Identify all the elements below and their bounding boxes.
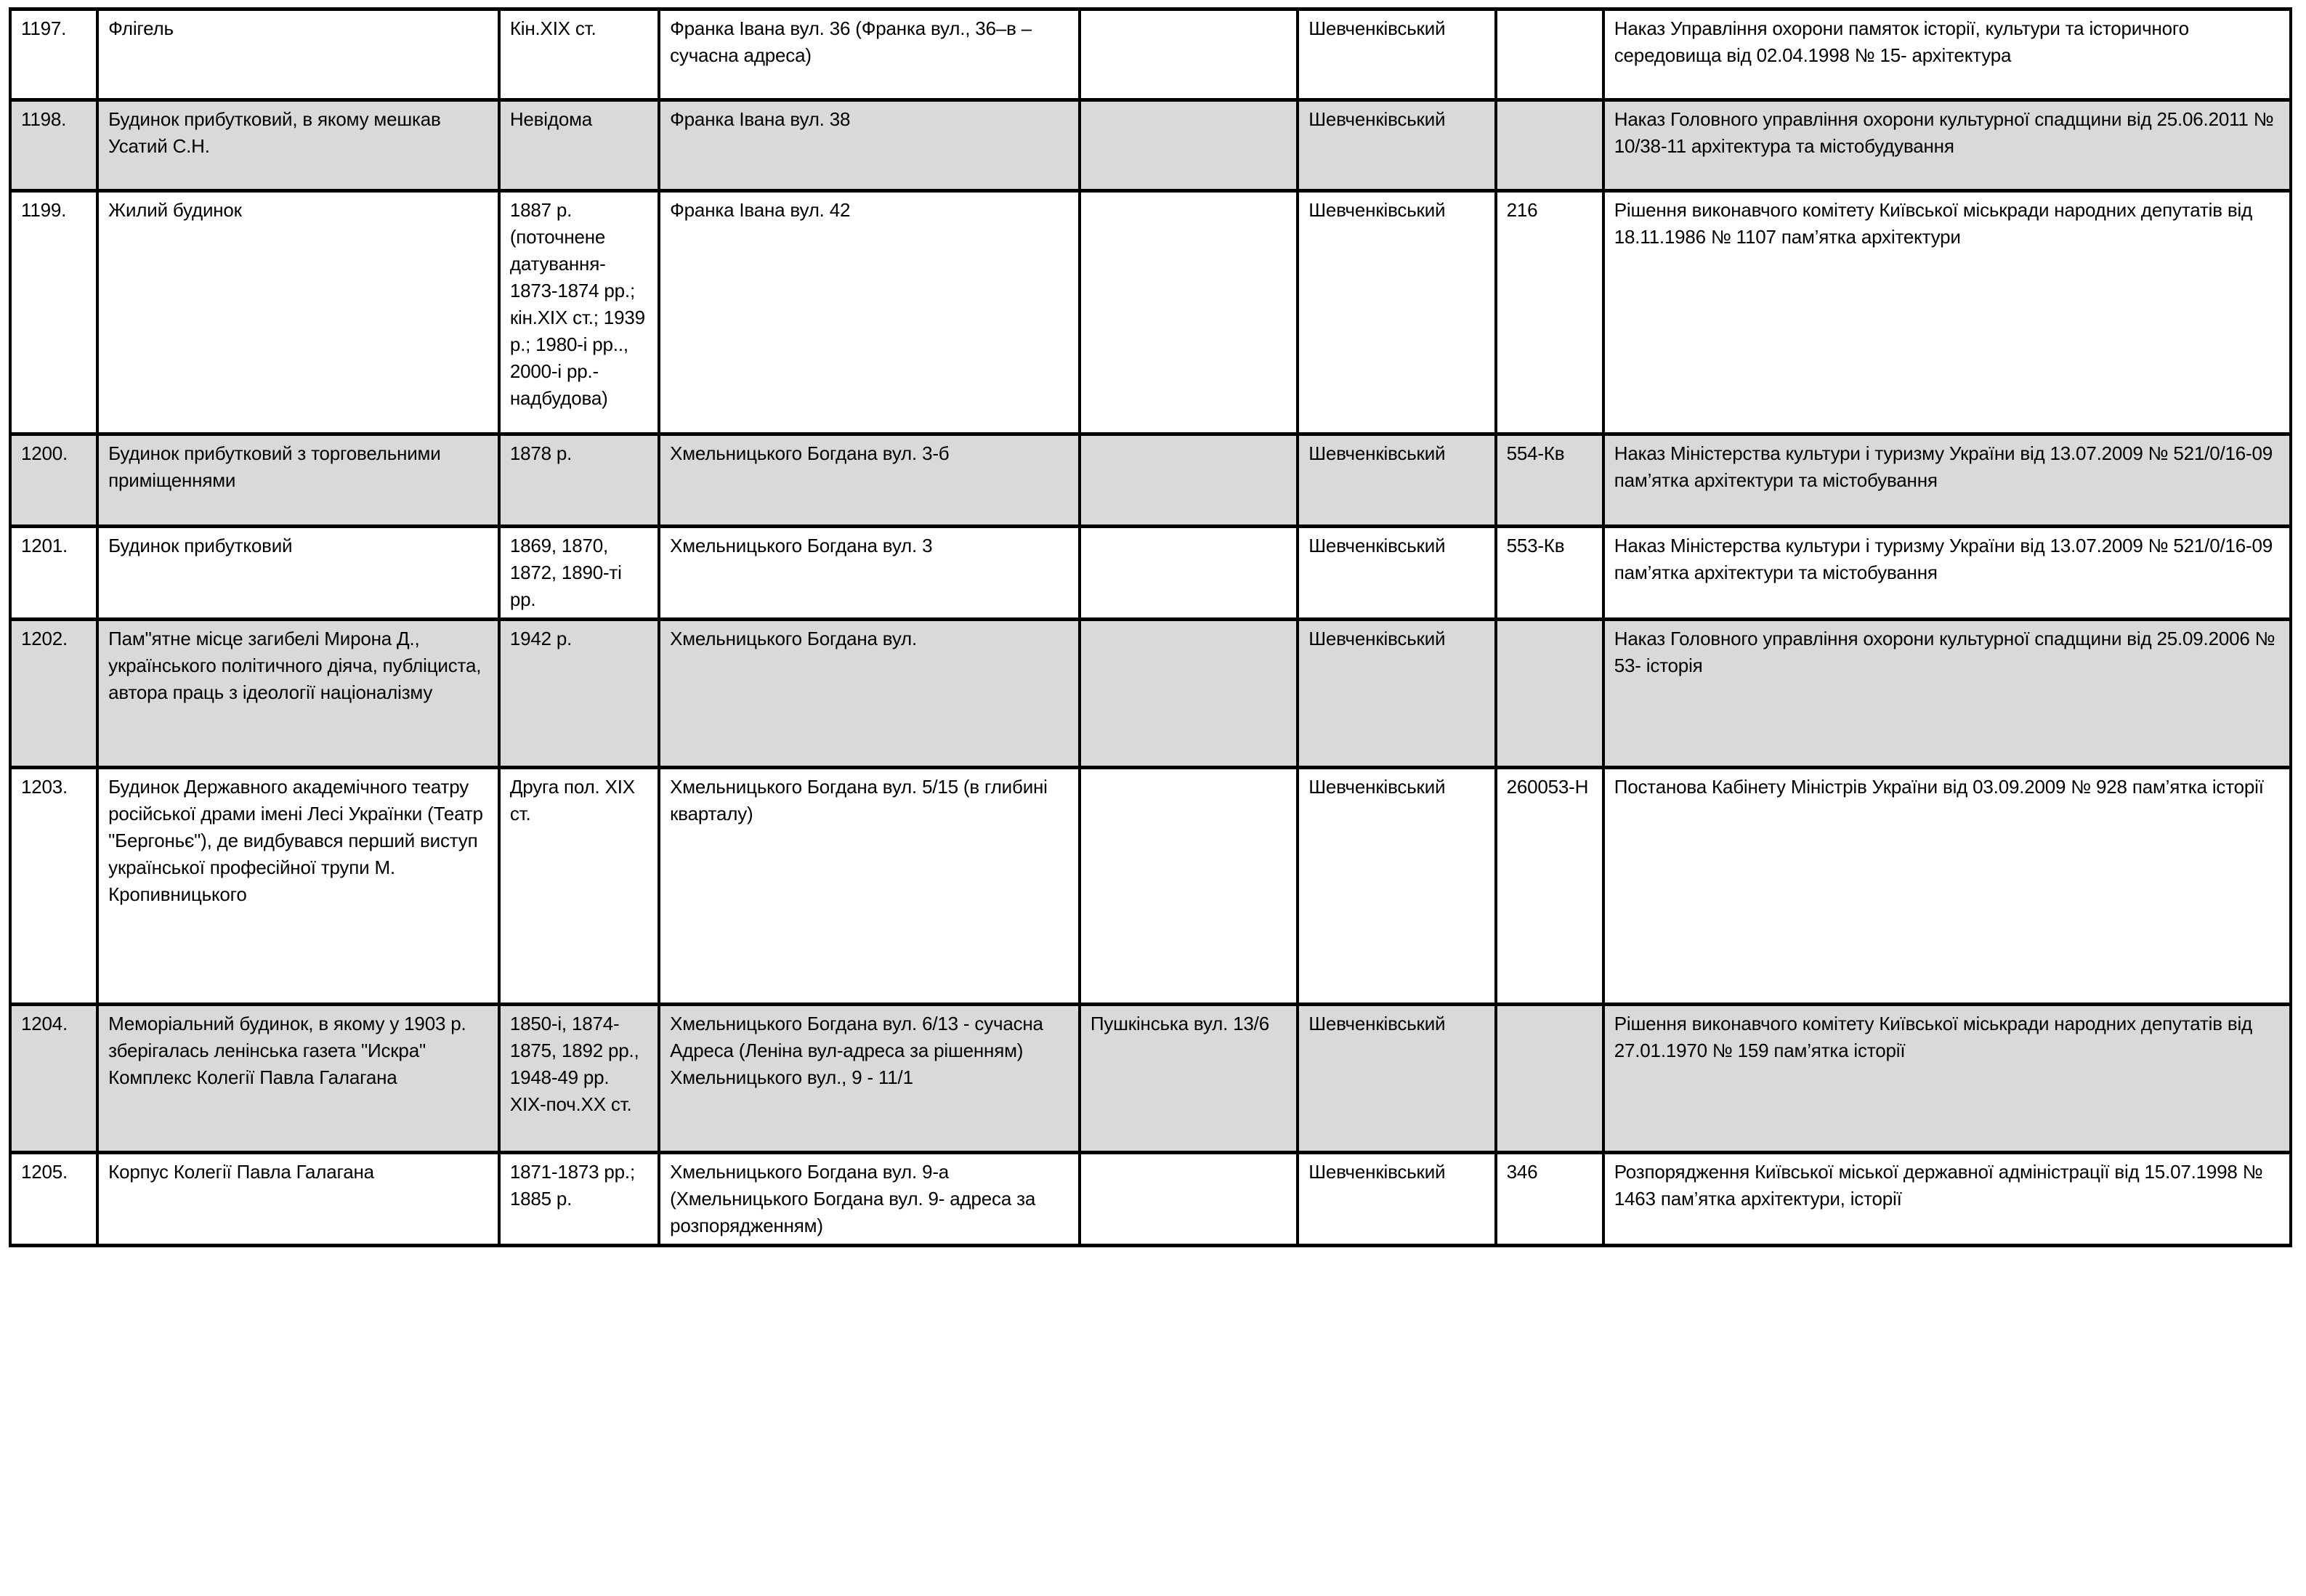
row-number-cell: 1202.	[10, 620, 97, 768]
table-row	[10, 1153, 2291, 1246]
legal-act-cell: Наказ Головного управління охорони культурної спадщини від 25.09.2006 № 53- історія	[1603, 620, 2291, 768]
legal-act-cell: Наказ Міністерства культури і туризму України від 13.07.2009 № 521/0/16-09 пам’ятка архітектури та містобування	[1603, 434, 2291, 527]
reg-number-cell: 260053-Н	[1496, 768, 1603, 1005]
row-number-cell: 1203.	[10, 768, 97, 1005]
legal-act-cell: Рішення виконавчого комітету Київської міськради народних депутатів від 27.01.1970 № 159 пам’ятка історії	[1603, 1005, 2291, 1153]
monument-name-cell: Пам"ятне місце загибелі Мирона Д., українського політичного діяча, публіциста, автора праць з ідеології націоналізму	[97, 620, 499, 768]
monument-name-cell: Жилий будинок	[97, 191, 499, 434]
reg-number-cell	[1496, 100, 1603, 191]
table-row	[10, 1005, 2291, 1153]
row-number-cell: 1200.	[10, 434, 97, 527]
alt-address-cell	[1080, 191, 1298, 434]
district-cell: Шевченківський	[1298, 527, 1495, 620]
reg-number-cell: 346	[1496, 1153, 1603, 1246]
row-number-cell: 1204.	[10, 1005, 97, 1153]
reg-number-cell: 216	[1496, 191, 1603, 434]
dating-cell: 1850-і, 1874-1875, 1892 рр., 1948-49 рр. XIX-поч.XX ст.	[499, 1005, 659, 1153]
monument-name-cell: Флігель	[97, 9, 499, 100]
monument-name-cell: Меморіальний будинок, в якому у 1903 р. зберігалась ленінська газета "Искра" Комплекс Колегії Павла Галагана	[97, 1005, 499, 1153]
row-number-cell: 1201.	[10, 527, 97, 620]
alt-address-cell	[1080, 768, 1298, 1005]
table-row	[10, 434, 2291, 527]
row-number-cell: 1199.	[10, 191, 97, 434]
address-cell: Хмельницького Богдана вул. 9-а (Хмельницького Богдана вул. 9- адреса за розпорядженням)	[659, 1153, 1080, 1246]
table-body	[10, 9, 2291, 1246]
dating-cell: Друга пол. XIX ст.	[499, 768, 659, 1005]
address-cell: Хмельницького Богдана вул. 5/15 (в глибині кварталу)	[659, 768, 1080, 1005]
monument-name-cell: Будинок прибутковий	[97, 527, 499, 620]
alt-address-cell: Пушкінська вул. 13/6	[1080, 1005, 1298, 1153]
district-cell: Шевченківський	[1298, 768, 1495, 1005]
monument-name-cell: Будинок прибутковий з торговельними приміщеннями	[97, 434, 499, 527]
monument-name-cell: Будинок Державного академічного театру російської драми імені Лесі Українки (Театр "Бергоньє"), де видбувався перший виступ української професійної трупи М. Кропивницького	[97, 768, 499, 1005]
monument-name-cell: Корпус Колегії Павла Галагана	[97, 1153, 499, 1246]
table-row	[10, 191, 2291, 434]
legal-act-cell: Наказ Управління охорони памяток історії, культури та історичного середовища від 02.04.1998 № 15- архітектура	[1603, 9, 2291, 100]
reg-number-cell: 554-Кв	[1496, 434, 1603, 527]
district-cell: Шевченківський	[1298, 434, 1495, 527]
alt-address-cell	[1080, 9, 1298, 100]
alt-address-cell	[1080, 100, 1298, 191]
district-cell: Шевченківський	[1298, 9, 1495, 100]
dating-cell: 1942 р.	[499, 620, 659, 768]
legal-act-cell: Рішення виконавчого комітету Київської міськради народних депутатів від 18.11.1986 № 1107 пам’ятка архітектури	[1603, 191, 2291, 434]
legal-act-cell: Наказ Міністерства культури і туризму України від 13.07.2009 № 521/0/16-09 пам’ятка архітектури та містобування	[1603, 527, 2291, 620]
dating-cell: Кін.XIX ст.	[499, 9, 659, 100]
address-cell: Хмельницького Богдана вул.	[659, 620, 1080, 768]
address-cell: Хмельницького Богдана вул. 6/13 - сучасна Адреса (Леніна вул-адреса за рішенням) Хмельницького вул., 9 - 11/1	[659, 1005, 1080, 1153]
dating-cell: 1871-1873 рр.; 1885 р.	[499, 1153, 659, 1246]
row-number-cell: 1197.	[10, 9, 97, 100]
district-cell: Шевченківський	[1298, 1153, 1495, 1246]
district-cell: Шевченківський	[1298, 1005, 1495, 1153]
reg-number-cell	[1496, 9, 1603, 100]
address-cell: Франка Івана вул. 42	[659, 191, 1080, 434]
alt-address-cell	[1080, 527, 1298, 620]
monument-name-cell: Будинок прибутковий, в якому мешкав Усатий С.Н.	[97, 100, 499, 191]
dating-cell: Невідома	[499, 100, 659, 191]
reg-number-cell	[1496, 1005, 1603, 1153]
row-number-cell: 1205.	[10, 1153, 97, 1246]
monuments-table	[9, 7, 2292, 1247]
legal-act-cell: Постанова Кабінету Міністрів України від 03.09.2009 № 928 пам’ятка історії	[1603, 768, 2291, 1005]
dating-cell: 1887 р. (поточнене датування- 1873-1874 рр.; кін.XIX ст.; 1939 р.; 1980-і рр.., 2000-і рр.- надбудова)	[499, 191, 659, 434]
alt-address-cell	[1080, 434, 1298, 527]
reg-number-cell	[1496, 620, 1603, 768]
table-row	[10, 9, 2291, 100]
alt-address-cell	[1080, 1153, 1298, 1246]
alt-address-cell	[1080, 620, 1298, 768]
row-number-cell: 1198.	[10, 100, 97, 191]
address-cell: Хмельницького Богдана вул. 3-б	[659, 434, 1080, 527]
dating-cell: 1878 р.	[499, 434, 659, 527]
dating-cell: 1869, 1870, 1872, 1890-ті рр.	[499, 527, 659, 620]
address-cell: Франка Івана вул. 38	[659, 100, 1080, 191]
address-cell: Хмельницького Богдана вул. 3	[659, 527, 1080, 620]
legal-act-cell: Розпорядження Київської міської державної адміністрації від 15.07.1998 № 1463 пам’ятка архітектури, історії	[1603, 1153, 2291, 1246]
table-row	[10, 620, 2291, 768]
address-cell: Франка Івана вул. 36 (Франка вул., 36–в – сучасна адреса)	[659, 9, 1080, 100]
district-cell: Шевченківський	[1298, 191, 1495, 434]
legal-act-cell: Наказ Головного управління охорони культурної спадщини від 25.06.2011 № 10/38-11 архітектура та містобудування	[1603, 100, 2291, 191]
table-row	[10, 768, 2291, 1005]
reg-number-cell: 553-Кв	[1496, 527, 1603, 620]
district-cell: Шевченківський	[1298, 100, 1495, 191]
district-cell: Шевченківський	[1298, 620, 1495, 768]
table-row	[10, 527, 2291, 620]
table-row	[10, 100, 2291, 191]
